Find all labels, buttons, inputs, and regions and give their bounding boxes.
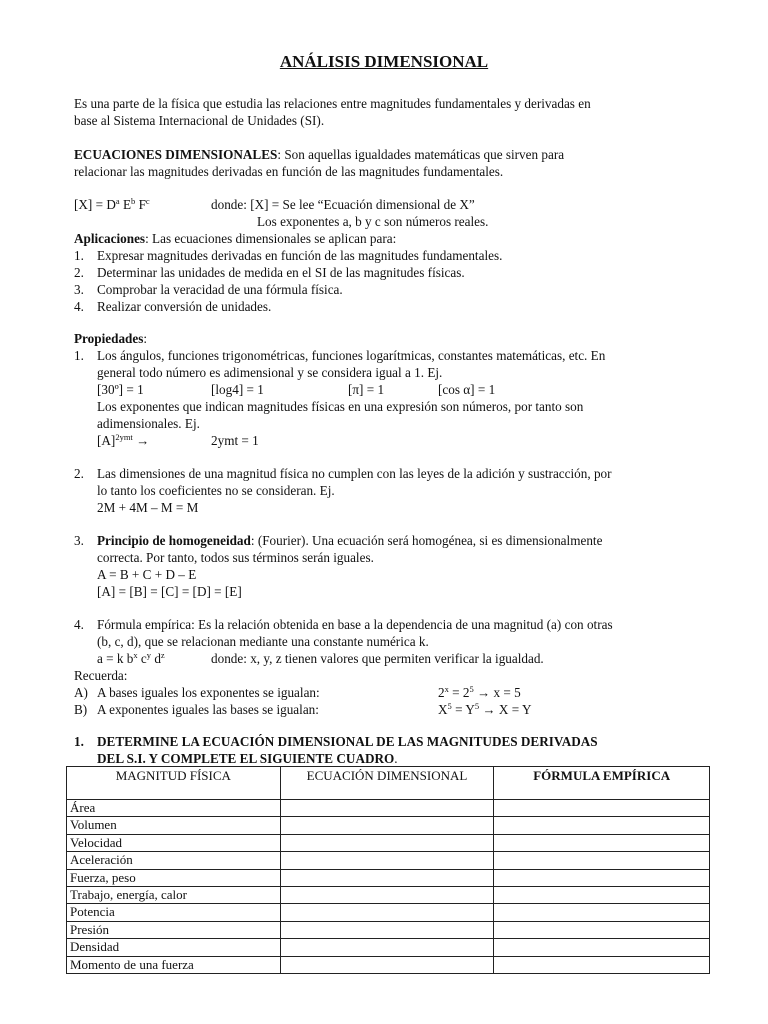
- recuerda-b-mid: = Y: [451, 702, 475, 717]
- formula-cell[interactable]: [494, 852, 710, 869]
- exponent-a: a: [115, 196, 120, 206]
- table-header-row: [67, 767, 710, 800]
- aplicaciones-item-num: 3.: [74, 282, 84, 297]
- propiedad-1-line-4: adimensionales. Ej.: [97, 416, 200, 431]
- recuerda-a-exp-2: 5: [469, 684, 474, 694]
- exponent-b: b: [131, 196, 136, 206]
- ecuacion-cell[interactable]: [280, 869, 494, 886]
- recuerda-a-example: [438, 684, 521, 701]
- example-exponent-power: 2ymt: [115, 432, 133, 442]
- recuerda-b-exp-2: 5: [474, 701, 480, 711]
- table-row: [67, 852, 710, 869]
- recuerda-b-exp-1: 5: [447, 701, 452, 711]
- propiedad-3-example-1: A = B + C + D – E: [97, 567, 197, 582]
- formula-cell[interactable]: [494, 939, 710, 956]
- propiedad-1-line-2: general todo número es adimensional y se considera igual a 1. Ej.: [97, 365, 443, 380]
- empirical-formula-c: c: [137, 651, 147, 666]
- propiedad-4-num: 4.: [74, 617, 84, 632]
- magnitud-cell: Presión: [67, 921, 281, 938]
- exercise-line-2-end: .: [394, 751, 398, 766]
- empirical-formula-donde: donde: x, y, z tienen valores que permiten verificar la igualdad.: [211, 651, 544, 666]
- aplicaciones-heading: [74, 230, 396, 247]
- header-magnitud: MAGNITUD FÍSICA: [67, 767, 281, 800]
- propiedad-2-example: 2M + 4M – M = M: [97, 500, 199, 515]
- aplicaciones-item: Expresar magnitudes derivadas en función de las magnitudes fundamentales.: [97, 248, 503, 263]
- recuerda-a-base: 2: [438, 685, 445, 700]
- table-row: [67, 800, 710, 817]
- table-row: [67, 886, 710, 903]
- homogeneidad-term: Principio de homogeneidad: [97, 533, 251, 548]
- aplicaciones-item-num: 4.: [74, 299, 84, 314]
- table-row: [67, 904, 710, 921]
- aplicaciones-item: Comprobar la veracidad de una fórmula física.: [97, 282, 343, 297]
- magnitud-cell: Fuerza, peso: [67, 869, 281, 886]
- recuerda-a-letter: A): [74, 685, 88, 700]
- exercise-num: 1.: [74, 734, 84, 749]
- formula-e: E: [119, 197, 132, 212]
- ecuacion-cell[interactable]: [280, 834, 494, 851]
- propiedad-3-num: 3.: [74, 533, 84, 548]
- magnitud-cell: Aceleración: [67, 852, 281, 869]
- example-pi: [π] = 1: [348, 382, 385, 397]
- dimensional-formula: [74, 196, 150, 213]
- formula-cell[interactable]: [494, 921, 710, 938]
- table-row: [67, 869, 710, 886]
- exponent-z: z: [160, 650, 165, 660]
- ecuaciones-definition: : Son aquellas igualdades matemáticas que sirven para: [277, 147, 565, 162]
- example-cos: [cos α] = 1: [438, 382, 496, 397]
- example-log: [log4] = 1: [211, 382, 264, 397]
- example-angle: [30º] = 1: [97, 382, 144, 397]
- table-row: [67, 921, 710, 938]
- ecuacion-cell[interactable]: [280, 886, 494, 903]
- empirical-formula-a: a = k b: [97, 651, 134, 666]
- magnitud-cell: Trabajo, energía, calor: [67, 886, 281, 903]
- recuerda-label: Recuerda:: [74, 668, 128, 683]
- propiedades-heading: [74, 330, 147, 347]
- table-row: [67, 939, 710, 956]
- formula-donde-1: donde: [X] = Se lee “Ecuación dimensional de X”: [211, 197, 475, 212]
- exercise-line-1: DETERMINE LA ECUACIÓN DIMENSIONAL DE LAS MAGNITUDES DERIVADAS: [97, 734, 598, 749]
- formula-cell[interactable]: [494, 904, 710, 921]
- magnitud-cell: Potencia: [67, 904, 281, 921]
- example-exponent-base: [A]: [97, 433, 116, 448]
- ecuaciones-line-1: [74, 146, 708, 163]
- header-ecuacion: ECUACIÓN DIMENSIONAL: [280, 767, 494, 800]
- magnitudes-table: [66, 766, 710, 974]
- aplicaciones-item-num: 1.: [74, 248, 84, 263]
- formula-cell[interactable]: [494, 869, 710, 886]
- table-row: [67, 817, 710, 834]
- recuerda-b-base: X: [438, 702, 448, 717]
- header-formula: FÓRMULA EMPÍRICA: [494, 767, 710, 800]
- ecuacion-cell[interactable]: [280, 800, 494, 817]
- propiedad-3-example-2: [A] = [B] = [C] = [D] = [E]: [97, 584, 242, 599]
- aplicaciones-term: Aplicaciones: [74, 231, 146, 246]
- formula-cell[interactable]: [494, 886, 710, 903]
- magnitud-cell: Volumen: [67, 817, 281, 834]
- magnitud-cell: Momento de una fuerza: [67, 956, 281, 973]
- magnitud-cell: Densidad: [67, 939, 281, 956]
- propiedad-4-line-1: Fórmula empírica: Es la relación obtenida en base a la dependencia de una magnitud (a) con otras: [97, 617, 613, 632]
- propiedades-colon: :: [143, 331, 148, 346]
- ecuacion-cell[interactable]: [280, 956, 494, 973]
- aplicaciones-item: Determinar las unidades de medida en el SI de las magnitudes físicas.: [97, 265, 465, 280]
- ecuacion-cell[interactable]: [280, 904, 494, 921]
- recuerda-a-exp-1: x: [444, 684, 449, 694]
- propiedad-1-line-1: Los ángulos, funciones trigonométricas, funciones logarítmicas, constantes matemáticas, etc. En: [97, 348, 606, 363]
- example-exponent-result: 2ymt = 1: [211, 433, 259, 448]
- propiedad-1-num: 1.: [74, 348, 84, 363]
- recuerda-a-mid: = 2: [448, 685, 470, 700]
- ecuacion-cell[interactable]: [280, 817, 494, 834]
- formula-f: F: [135, 197, 146, 212]
- page-title: ANÁLISIS DIMENSIONAL: [279, 52, 489, 71]
- propiedades-term: Propiedades: [74, 331, 144, 346]
- magnitud-cell: Área: [67, 800, 281, 817]
- intro-line-1: Es una parte de la física que estudia las relaciones entre magnitudes fundamentales y derivadas en: [74, 96, 591, 111]
- intro-line-2: base al Sistema Internacional de Unidades (SI).: [74, 113, 325, 128]
- formula-cell[interactable]: [494, 834, 710, 851]
- formula-lhs: [X] = D: [74, 197, 116, 212]
- table-row: [67, 834, 710, 851]
- ecuacion-cell[interactable]: [280, 939, 494, 956]
- formula-donde-2: Los exponentes a, b y c son números reales.: [257, 214, 489, 229]
- propiedad-1-line-3: Los exponentes que indican magnitudes físicas en una expresión son números, por tanto son: [97, 399, 584, 414]
- exponent-y: y: [146, 650, 152, 660]
- recuerda-a-result: → x = 5: [473, 685, 521, 700]
- propiedad-2-num: 2.: [74, 466, 84, 481]
- recuerda-a-text: A bases iguales los exponentes se igualan:: [97, 685, 320, 700]
- recuerda-b-result: → X = Y: [479, 702, 532, 717]
- recuerda-b-letter: B): [74, 702, 88, 717]
- empirical-formula: [97, 650, 165, 667]
- formula-cell[interactable]: [494, 956, 710, 973]
- formula-cell[interactable]: [494, 817, 710, 834]
- table-row: [67, 956, 710, 973]
- empirical-formula-d: d: [151, 651, 161, 666]
- propiedad-2-line-1: Las dimensiones de una magnitud física no cumplen con las leyes de la adición y sustracción, por: [97, 466, 612, 481]
- aplicaciones-item: Realizar conversión de unidades.: [97, 299, 272, 314]
- exponent-c: c: [145, 196, 150, 206]
- arrow: →: [132, 433, 150, 448]
- propiedad-3-line-1: [97, 532, 708, 549]
- recuerda-b-text: A exponentes iguales las bases se igualan:: [97, 702, 319, 717]
- example-exponent: [97, 432, 149, 449]
- aplicaciones-intro: : Las ecuaciones dimensionales se aplican para:: [145, 231, 397, 246]
- ecuacion-cell[interactable]: [280, 852, 494, 869]
- propiedad-4-line-2: (b, c, d), que se relacionan mediante una constante numérica k.: [97, 634, 429, 649]
- formula-cell[interactable]: [494, 800, 710, 817]
- propiedad-2-line-2: lo tanto los coeficientes no se consideran. Ej.: [97, 483, 335, 498]
- magnitud-cell: Velocidad: [67, 834, 281, 851]
- exponent-x: x: [133, 650, 138, 660]
- propiedad-3-line-2: correcta. Por tanto, todos sus términos serán iguales.: [97, 550, 374, 565]
- homogeneidad-definition: : (Fourier). Una ecuación será homogénea, si es dimensionalmente: [250, 533, 603, 548]
- ecuaciones-term: ECUACIONES DIMENSIONALES: [74, 147, 278, 162]
- recuerda-b-example: [438, 701, 531, 718]
- ecuaciones-line-2: relacionar las magnitudes derivadas en función de las magnitudes fundamentales.: [74, 164, 504, 179]
- aplicaciones-item-num: 2.: [74, 265, 84, 280]
- exercise-line-2: [97, 750, 398, 767]
- exercise-line-2-text: DEL S.I. Y COMPLETE EL SIGUIENTE CUADRO: [97, 751, 395, 766]
- ecuacion-cell[interactable]: [280, 921, 494, 938]
